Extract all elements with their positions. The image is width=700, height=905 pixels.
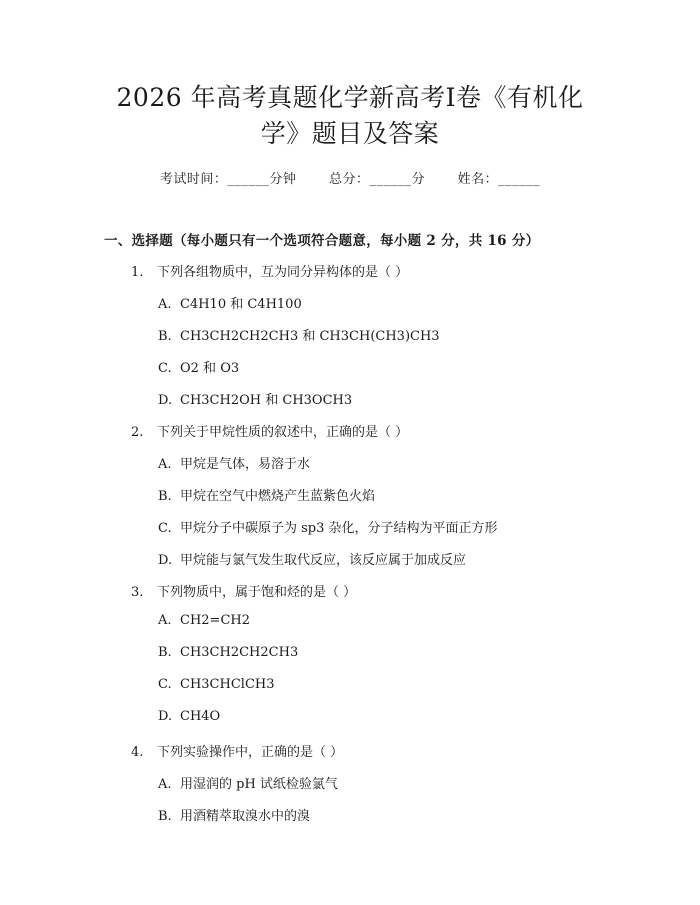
option-1d bbox=[158, 389, 352, 408]
exam-score: 总分：______分 bbox=[328, 172, 425, 187]
question-text: 下列各组物质中，互为同分异构体的是（ ） bbox=[157, 265, 409, 280]
option-text: CH4O bbox=[180, 709, 221, 724]
option-text: CH3CH2CH2CH3 和 CH3CH(CH3)CH3 bbox=[180, 329, 440, 344]
option-text: 用湿润的 pH 试纸检验氯气 bbox=[180, 777, 338, 792]
option-text: 用酒精萃取溴水中的溴 bbox=[180, 809, 311, 824]
option-letter: D. bbox=[158, 393, 173, 408]
option-text: 甲烷分子中碳原子为 sp3 杂化，分子结构为平面正方形 bbox=[180, 521, 498, 536]
option-letter: A. bbox=[158, 777, 172, 792]
option-text: 甲烷在空气中燃烧产生蓝紫色火焰 bbox=[180, 489, 376, 504]
question-number: 3. bbox=[131, 585, 144, 600]
question-number: 2. bbox=[131, 425, 144, 440]
option-1c bbox=[158, 357, 239, 376]
option-1b bbox=[158, 325, 440, 344]
option-text: CH3CH2CH2CH3 bbox=[180, 645, 299, 660]
option-3b bbox=[158, 645, 298, 660]
option-letter: B. bbox=[158, 489, 172, 504]
option-text: CH3CHClCH3 bbox=[180, 677, 275, 692]
section-heading: 一、选择题（每小题只有一个选项符合题意，每小题 2 分，共 16 分） bbox=[104, 233, 540, 249]
question-number: 1. bbox=[131, 265, 144, 280]
question-text: 下列关于甲烷性质的叙述中，正确的是（ ） bbox=[157, 425, 409, 440]
option-3a bbox=[158, 613, 250, 628]
document-title bbox=[90, 80, 610, 152]
exam-time: 考试时间：______分钟 bbox=[159, 172, 297, 187]
option-letter: D. bbox=[158, 709, 173, 724]
option-2c bbox=[158, 517, 498, 536]
question-number: 4. bbox=[131, 745, 144, 760]
option-4a bbox=[158, 773, 338, 792]
title-line-1: 2026 年高考真题化学新高考Ⅰ卷《有机化 bbox=[116, 83, 584, 112]
option-4b bbox=[158, 805, 310, 824]
option-text: C4H10 和 C4H100 bbox=[180, 297, 302, 312]
option-letter: A. bbox=[158, 613, 172, 628]
question-4 bbox=[131, 741, 343, 760]
question-text: 下列物质中，属于饱和烃的是（ ） bbox=[157, 585, 357, 600]
option-2a bbox=[158, 453, 310, 472]
option-letter: C. bbox=[158, 677, 172, 692]
option-text: 甲烷是气体，易溶于水 bbox=[180, 457, 311, 472]
option-letter: B. bbox=[158, 329, 172, 344]
option-letter: C. bbox=[158, 361, 172, 376]
question-3 bbox=[131, 581, 356, 600]
option-text: CH3CH2OH 和 CH3OCH3 bbox=[180, 393, 353, 408]
option-letter: B. bbox=[158, 809, 172, 824]
option-letter: A. bbox=[158, 457, 172, 472]
option-letter: B. bbox=[158, 645, 172, 660]
option-text: 甲烷能与氯气发生取代反应，该反应属于加成反应 bbox=[180, 553, 467, 568]
option-3d bbox=[158, 709, 220, 724]
student-name: 姓名：______ bbox=[457, 172, 541, 187]
option-2b bbox=[158, 485, 375, 504]
option-letter: C. bbox=[158, 521, 172, 536]
question-text: 下列实验操作中，正确的是（ ） bbox=[157, 745, 344, 760]
exam-info bbox=[0, 168, 700, 187]
option-letter: D. bbox=[158, 553, 173, 568]
title-line-2: 学》题目及答案 bbox=[260, 119, 440, 148]
question-2 bbox=[131, 421, 408, 440]
option-3c bbox=[158, 677, 275, 692]
question-1 bbox=[131, 261, 408, 280]
option-letter: A. bbox=[158, 297, 172, 312]
option-2d bbox=[158, 549, 466, 568]
option-1a bbox=[158, 293, 302, 312]
option-text: CH2=CH2 bbox=[180, 613, 251, 628]
option-text: O2 和 O3 bbox=[180, 361, 240, 376]
